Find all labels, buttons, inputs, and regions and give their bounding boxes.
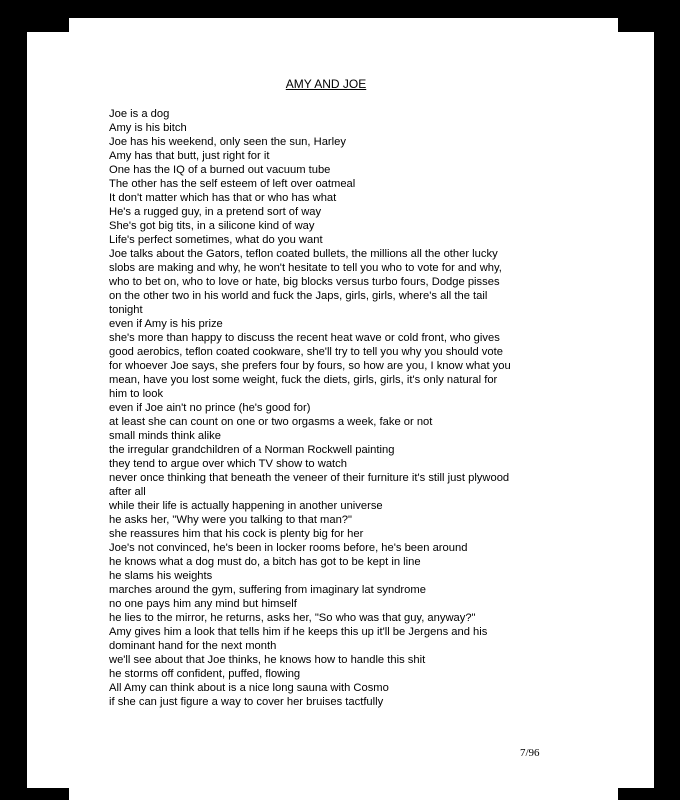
poem-line: never once thinking that beneath the veneer of their furniture it's still just plywood	[109, 472, 510, 484]
poem-line: him to look	[109, 388, 164, 400]
poem-line: Amy has that butt, just right for it	[109, 150, 270, 162]
poem-line: dominant hand for the next month	[109, 640, 277, 652]
poem-line: while their life is actually happening in another universe	[109, 500, 383, 512]
poem-line: Joe has his weekend, only seen the sun, Harley	[109, 136, 346, 148]
poem-line: he storms off confident, puffed, flowing	[109, 668, 301, 680]
poem-line: Amy gives him a look that tells him if he keeps this up it'll be Jergens and his	[109, 626, 488, 638]
poem-line: they tend to argue over which TV show to watch	[109, 458, 347, 470]
poem-line: we'll see about that Joe thinks, he knows how to handle this shit	[109, 654, 426, 666]
poem-line: Joe talks about the Gators, teflon coated bullets, the millions all the other lucky	[109, 248, 498, 260]
poem-line: Joe's not convinced, he's been in locker rooms before, he's been around	[109, 542, 468, 554]
scan-border-right	[618, 18, 654, 32]
poem-line: It don't matter which has that or who has what	[109, 192, 337, 204]
poem-line: after all	[109, 486, 146, 498]
poem-line: he knows what a dog must do, a bitch has got to be kept in line	[109, 556, 421, 568]
poem-line: even if Joe ain't no prince (he's good for)	[109, 402, 311, 414]
poem-line: who to bet on, who to love or hate, big blocks versus turbo fours, Dodge pisses	[109, 276, 500, 288]
poem-line: he slams his weights	[109, 570, 213, 582]
poem-line: mean, have you lost some weight, fuck the diets, girls, girls, it's only natural for	[109, 374, 498, 386]
poem-line: he asks her, "Why were you talking to that man?"	[109, 514, 352, 526]
poem-line: no one pays him any mind but himself	[109, 598, 297, 610]
poem-line: Life's perfect sometimes, what do you want	[109, 234, 323, 246]
page-number: 7/96	[520, 747, 540, 759]
poem-line: good aerobics, teflon coated cookware, she'll try to tell you why you should vote	[109, 346, 503, 358]
poem-line: at least she can count on one or two orgasms a week, fake or not	[109, 416, 433, 428]
poem-body	[109, 107, 549, 709]
poem-line: the irregular grandchildren of a Norman Rockwell painting	[109, 444, 395, 456]
poem-line: tonight	[109, 304, 143, 316]
poem-line: slobs are making and why, he won't hesitate to tell you who to vote for and why,	[109, 262, 502, 274]
poem-line: The other has the self esteem of left over oatmeal	[109, 178, 356, 190]
poem-line: Amy is his bitch	[109, 122, 187, 134]
scan-border-left	[27, 18, 69, 32]
poem-line: if she can just figure a way to cover her bruises tactfully	[109, 696, 384, 708]
document-page	[27, 18, 654, 800]
poem-line: One has the IQ of a burned out vacuum tube	[109, 164, 331, 176]
poem-line: she's more than happy to discuss the recent heat wave or cold front, who gives	[109, 332, 500, 344]
poem-line: for whoever Joe says, she prefers four by fours, so how are you, I know what you	[109, 360, 511, 372]
poem-line: He's a rugged guy, in a pretend sort of way	[109, 206, 322, 218]
poem-title: AMY AND JOE	[285, 77, 367, 91]
poem-line: marches around the gym, suffering from imaginary lat syndrome	[109, 584, 426, 596]
poem-line: even if Amy is his prize	[109, 318, 223, 330]
poem-line: she reassures him that his cock is plenty big for her	[109, 528, 364, 540]
poem-line: She's got big tits, in a silicone kind of way	[109, 220, 315, 232]
poem-line: he lies to the mirror, he returns, asks her, "So who was that guy, anyway?"	[109, 612, 476, 624]
poem-line: on the other two in his world and fuck the Japs, girls, girls, where's all the tail	[109, 290, 488, 302]
scan-border-bottom	[27, 788, 654, 800]
poem-line: All Amy can think about is a nice long sauna with Cosmo	[109, 682, 389, 694]
poem-line: Joe is a dog	[109, 108, 170, 120]
poem-line: small minds think alike	[109, 430, 221, 442]
